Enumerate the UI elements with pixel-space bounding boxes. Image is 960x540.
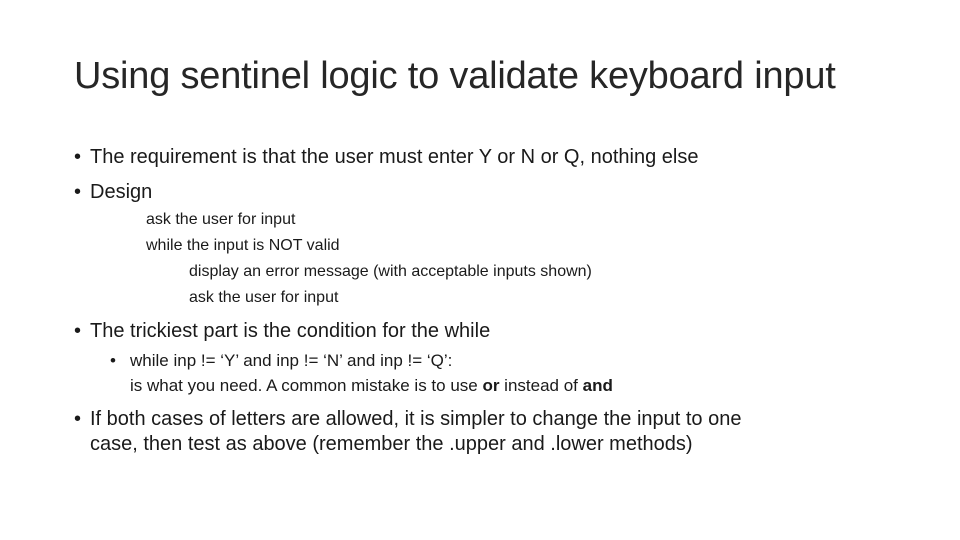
bullet-cases-text-1: If both cases of letters are allowed, it is simpler to change the input to one bbox=[90, 408, 742, 430]
bullet-requirement-text: The requirement is that the user must enter Y or N or Q, nothing else bbox=[90, 146, 699, 168]
design-line-2: while the input is NOT valid bbox=[146, 237, 340, 254]
sub-note-or: or bbox=[482, 376, 500, 395]
bullet-cases-cont: case, then test as above (remember the .upper and .lower methods) bbox=[90, 433, 693, 455]
sub-bullet-condition-text: while inp != ‘Y’ and inp != ‘N’ and inp != ‘Q’: bbox=[130, 351, 453, 370]
bullet-marker: • bbox=[74, 181, 82, 203]
sub-note-and: and bbox=[582, 376, 613, 395]
bullet-design bbox=[74, 181, 152, 204]
design-line-4: ask the user for input bbox=[189, 289, 339, 306]
bullet-cases bbox=[74, 408, 741, 431]
bullet-marker: • bbox=[74, 408, 82, 430]
design-line-1: ask the user for input bbox=[146, 211, 296, 228]
slide-title: Using sentinel logic to validate keyboard input bbox=[74, 55, 836, 97]
sub-note-prefix: is what you need. A common mistake is to use bbox=[130, 376, 483, 395]
bullet-marker: • bbox=[74, 320, 82, 342]
bullet-trickiest-text: The trickiest part is the condition for the while bbox=[90, 320, 491, 342]
bullet-trickiest bbox=[74, 320, 490, 343]
sub-bullet-condition bbox=[110, 351, 452, 371]
bullet-design-text: Design bbox=[90, 181, 153, 203]
sub-bullet-note bbox=[130, 376, 613, 396]
bullet-requirement bbox=[74, 146, 698, 169]
bullet-marker: • bbox=[74, 146, 82, 168]
bullet-marker: • bbox=[110, 351, 116, 370]
design-line-3: display an error message (with acceptable inputs shown) bbox=[189, 263, 592, 280]
sub-note-mid: instead of bbox=[499, 376, 583, 395]
